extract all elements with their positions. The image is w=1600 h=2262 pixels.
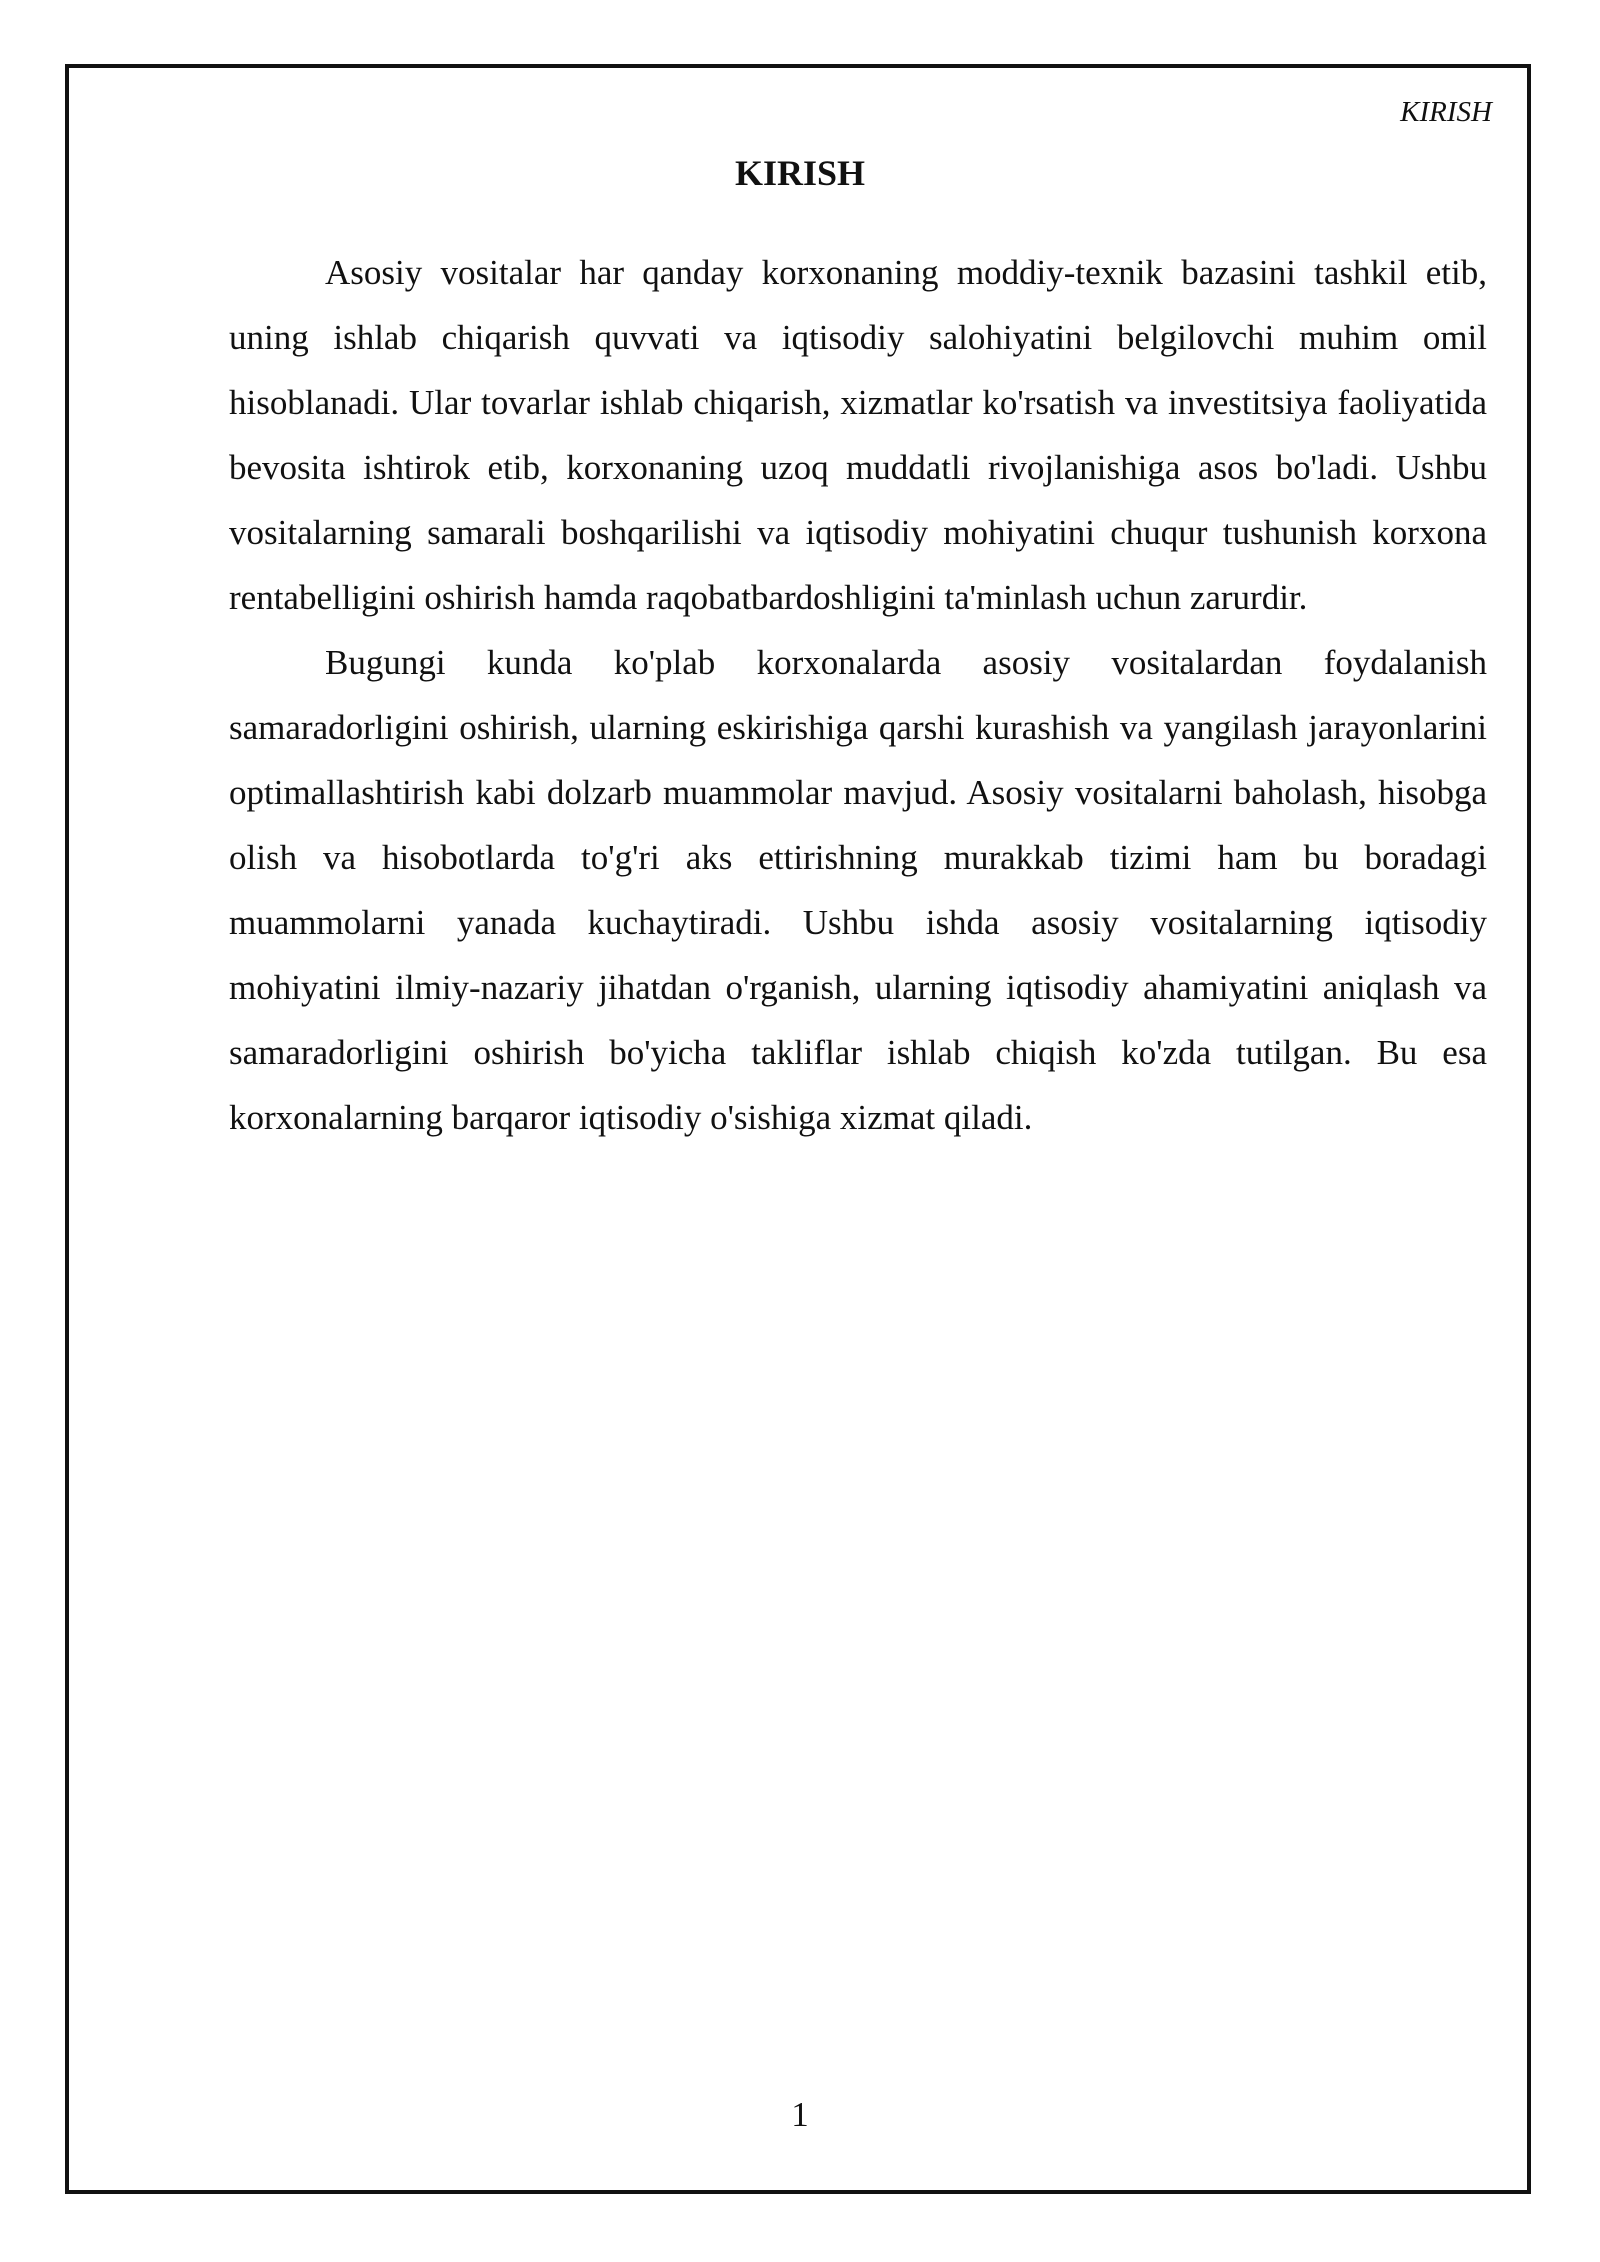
page-number: 1	[791, 2095, 809, 2134]
running-header: KIRISH	[1400, 96, 1492, 128]
page-title: KIRISH	[734, 153, 866, 193]
paragraph: Bugungi kunda ko'plab korxonalarda asosiy vositalardan foydalanish samaradorligini oshirish, ularning eskirishiga qarshi kurashish va yangilash jarayonlarini optimallashtirish kabi dolzarb muammolar mavjud. Asosiy vositalarni baholash, hisobga olish va hisobotlarda to'g'ri aks ettirishning murakkab tizimi ham bu boradagi muammolarni yanada kuchaytiradi. Ushbu ishda asosiy vositalarning iqtisodiy mohiyatini ilmiy-nazariy jihatdan o'rganish, ularning iqtisodiy ahamiyatini aniqlash va samaradorligini oshirish bo'yicha takliflar ishlab chiqish ko'zda tutilgan. Bu esa korxonalarning barqaror iqtisodiy o'sishiga xizmat qiladi.	[229, 643, 1487, 1137]
body-text	[229, 240, 1487, 1150]
paragraph: Asosiy vositalar har qanday korxonaning moddiy-texnik bazasini tashkil etib, uning ishlab chiqarish quvvati va iqtisodiy salohiyatini belgilovchi muhim omil hisoblanadi. Ular tovarlar ishlab chiqarish, xizmatlar ko'rsatish va investitsiya faoliyatida bevosita ishtirok etib, korxonaning uzoq muddatli rivojlanishiga asos bo'ladi. Ushbu vositalarning samarali boshqarilishi va iqtisodiy mohiyatini chuqur tushunish korxona rentabelligini oshirish hamda raqobatbardoshligini ta'minlash uchun zarurdir.	[229, 253, 1487, 617]
